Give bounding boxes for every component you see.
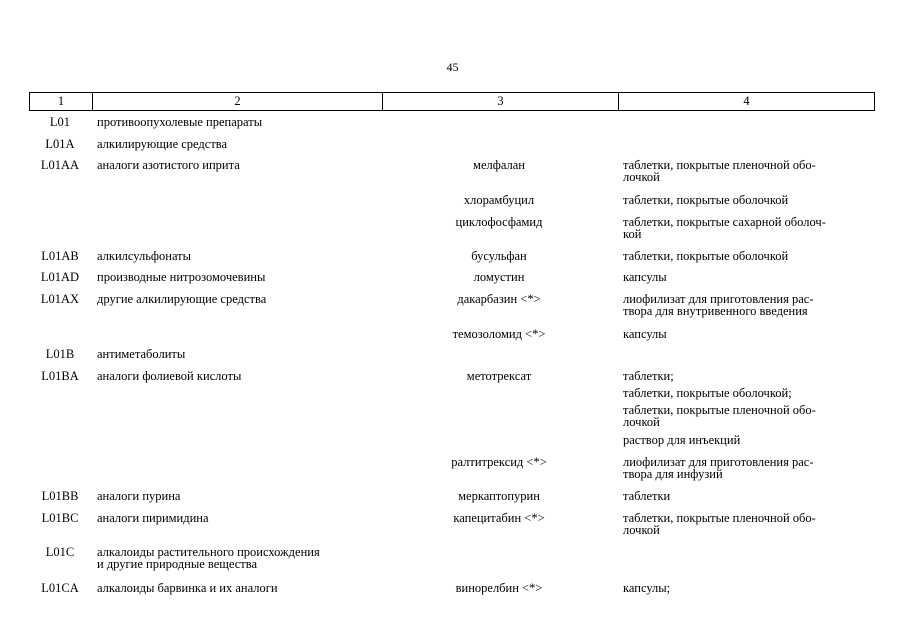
group-name-line: другие алкилирующие средства [97, 292, 267, 306]
group-name [91, 546, 381, 570]
group-name-line: производные нитрозомочевины [97, 270, 266, 284]
atc-code: L01B [45, 347, 75, 361]
drug-name: ломустин [473, 270, 525, 284]
group-name [91, 512, 381, 525]
dosage-form-line: твора для инфузий [623, 467, 723, 481]
table-row [29, 434, 875, 447]
group-name-line: алкилсульфонаты [97, 249, 192, 263]
table-row [29, 250, 875, 263]
dosage-form [617, 387, 875, 400]
dosage-form-line: раствор для инъекций [623, 433, 741, 447]
group-name-line: аналоги азотистого иприта [97, 158, 240, 172]
header-col-2: 2 [92, 93, 382, 110]
group-name [91, 116, 381, 129]
header-col-3: 3 [382, 93, 618, 110]
dosage-form [617, 271, 875, 284]
table-header [29, 92, 875, 111]
drug-name: хлорамбуцил [463, 193, 535, 207]
group-name [91, 490, 381, 503]
dosage-form-line: лочкой [623, 523, 660, 537]
dosage-form-line: кой [623, 227, 642, 241]
group-name-line: алкалоиды барвинка и их аналоги [97, 581, 278, 595]
dosage-form-line: таблетки [623, 489, 671, 503]
group-name [91, 250, 381, 263]
dosage-form-line: лочкой [623, 170, 660, 184]
dosage-form-line: лиофилизат для приготовления рас- [623, 455, 814, 469]
dosage-form-line: таблетки, покрытые оболочкой [623, 249, 789, 263]
atc-code: L01CA [41, 581, 79, 595]
table-row [29, 138, 875, 151]
dosage-form-line: таблетки, покрытые пленочной обо- [623, 403, 816, 417]
table-row [29, 582, 875, 595]
dosage-form [617, 434, 875, 447]
drug-name: темозоломид <*> [452, 327, 546, 341]
dosage-form-line: таблетки; [623, 369, 674, 383]
drug-name: меркаптопурин [458, 489, 540, 503]
dosage-form-line: капсулы [623, 327, 667, 341]
table-row [29, 404, 875, 428]
atc-code: L01AA [40, 158, 80, 172]
table-row [29, 116, 875, 129]
drug-name: метотрексат [466, 369, 532, 383]
group-name-line: противоопухолевые препараты [97, 115, 263, 129]
dosage-form-line: таблетки, покрытые пленочной обо- [623, 158, 816, 172]
dosage-form [617, 159, 875, 183]
drug-name: винорелбин <*> [455, 581, 543, 595]
header-col-4: 4 [618, 93, 874, 110]
dosage-form-line: твора для внутривенного введения [623, 304, 808, 318]
group-name [91, 271, 381, 284]
table-row [29, 348, 875, 361]
atc-code: L01AB [41, 249, 79, 263]
dosage-form [617, 216, 875, 240]
dosage-form [617, 370, 875, 383]
dosage-form [617, 456, 875, 480]
table-row [29, 512, 875, 536]
dosage-form-line: капсулы; [623, 581, 671, 595]
dosage-form [617, 250, 875, 263]
group-name [91, 370, 381, 383]
page-number: 45 [446, 60, 459, 74]
drug-name: капецитабин <*> [453, 511, 545, 525]
drug-name: дакарбазин <*> [457, 292, 541, 306]
drug-name: циклофосфамид [455, 215, 543, 229]
drug-name: ралтитрексид <*> [451, 455, 547, 469]
group-name [91, 293, 381, 306]
dosage-form-line: таблетки, покрытые оболочкой [623, 193, 789, 207]
dosage-form-line: лочкой [623, 415, 660, 429]
group-name-line: аналоги пурина [97, 489, 181, 503]
group-name-line: алкалоиды растительного происхождения [97, 545, 320, 559]
dosage-form-line: капсулы [623, 270, 667, 284]
group-name-line: и другие природные вещества [97, 557, 258, 571]
group-name [91, 582, 381, 595]
dosage-form [617, 328, 875, 341]
group-name [91, 159, 381, 172]
atc-code: L01BB [41, 489, 79, 503]
dosage-form-line: таблетки, покрытые сахарной оболоч- [623, 215, 826, 229]
atc-code: L01AX [40, 292, 80, 306]
dosage-form-line: таблетки, покрытые оболочкой; [623, 386, 792, 400]
atc-code: L01A [45, 137, 75, 151]
table-row [29, 387, 875, 400]
atc-code: L01BA [41, 369, 79, 383]
atc-code: L01 [49, 115, 71, 129]
dosage-form [617, 194, 875, 207]
drug-name: мелфалан [473, 158, 525, 172]
group-name [91, 138, 381, 151]
dosage-form [617, 490, 875, 503]
header-col-1: 1 [57, 94, 65, 108]
table-row [29, 271, 875, 284]
table-row [29, 216, 875, 240]
dosage-form [617, 293, 875, 317]
table-row [29, 293, 875, 317]
dosage-form [617, 404, 875, 428]
atc-code: L01AD [40, 270, 80, 284]
table-row [29, 328, 875, 341]
dosage-form [617, 512, 875, 536]
group-name [91, 348, 381, 361]
table-row [29, 456, 875, 480]
group-name-line: аналоги пиримидина [97, 511, 209, 525]
table-row [29, 194, 875, 207]
table-row [29, 546, 875, 570]
table-row [29, 490, 875, 503]
dosage-form-line: лиофилизат для приготовления рас- [623, 292, 814, 306]
group-name-line: алкилирующие средства [97, 137, 228, 151]
group-name-line: антиметаболиты [97, 347, 186, 361]
dosage-form-line: таблетки, покрытые пленочной обо- [623, 511, 816, 525]
atc-code: L01C [45, 545, 75, 559]
atc-code: L01BC [41, 511, 79, 525]
drug-name: бусульфан [471, 249, 527, 263]
table-row [29, 159, 875, 183]
table-row [29, 370, 875, 383]
group-name-line: аналоги фолиевой кислоты [97, 369, 242, 383]
dosage-form [617, 582, 875, 595]
